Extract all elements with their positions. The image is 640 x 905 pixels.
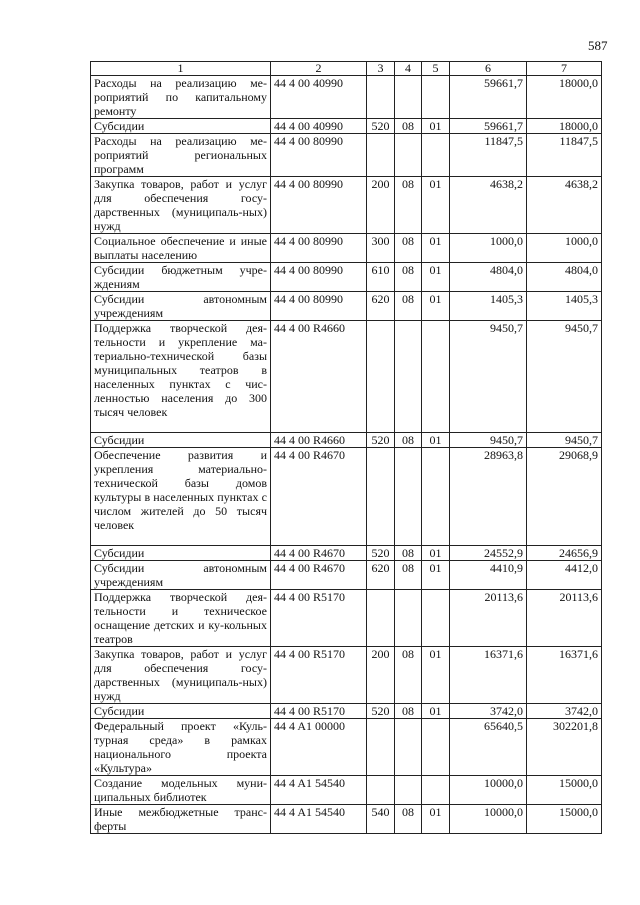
table-row [91,704,602,719]
section-code: 08 [395,805,422,834]
amount-year-2: 24656,9 [527,546,602,561]
expense-type-code: 620 [367,292,395,321]
table-row [91,321,602,433]
expense-item-name: Федеральный проект «Куль-турная среда» в рамках национального проекта «Культура» [91,719,271,776]
amount-year-1: 4804,0 [450,263,527,292]
table-row [91,433,602,448]
expense-item-name: Субсидии бюджетным учре-ждениям [91,263,271,292]
target-article-code: 44 4 00 R4670 [271,546,367,561]
expense-type-code: 610 [367,263,395,292]
subsection-code: 01 [422,263,450,292]
table-row [91,719,602,776]
subsection-code [422,448,450,546]
amount-year-2: 9450,7 [527,321,602,433]
amount-year-2: 1405,3 [527,292,602,321]
amount-year-1: 1405,3 [450,292,527,321]
amount-year-2: 15000,0 [527,776,602,805]
expense-item-name: Субсидии [91,119,271,134]
expense-type-code [367,134,395,177]
table-row [91,448,602,546]
expense-item-name: Расходы на реализацию ме-роприятий по капитальному ремонту [91,76,271,119]
table-row [91,590,602,647]
expense-item-name: Закупка товаров, работ и услуг для обеспечения госу-дарственных (муниципаль-ных) нужд [91,177,271,234]
amount-year-2: 11847,5 [527,134,602,177]
expense-type-code: 300 [367,234,395,263]
subsection-code [422,321,450,433]
column-header: 4 [395,62,422,76]
target-article-code: 44 4 00 80990 [271,234,367,263]
section-code [395,448,422,546]
target-article-code: 44 4 A1 00000 [271,719,367,776]
expense-item-name: Субсидии [91,704,271,719]
amount-year-2: 9450,7 [527,433,602,448]
target-article-code: 44 4 00 40990 [271,76,367,119]
subsection-code: 01 [422,805,450,834]
subsection-code: 01 [422,561,450,590]
amount-year-2: 3742,0 [527,704,602,719]
amount-year-1: 11847,5 [450,134,527,177]
target-article-code: 44 4 00 R4660 [271,321,367,433]
amount-year-2: 4804,0 [527,263,602,292]
column-header: 6 [450,62,527,76]
subsection-code [422,134,450,177]
amount-year-1: 9450,7 [450,321,527,433]
expense-item-name: Поддержка творческой дея-тельности и техническое оснащение детских и ку-кольных театров [91,590,271,647]
budget-table [90,61,602,834]
section-code: 08 [395,704,422,719]
expense-item-name: Субсидии [91,433,271,448]
table-row [91,76,602,119]
expense-type-code [367,321,395,433]
section-code: 08 [395,561,422,590]
target-article-code: 44 4 00 R4670 [271,561,367,590]
table-row [91,119,602,134]
expense-item-name: Иные межбюджетные транс-ферты [91,805,271,834]
column-header: 2 [271,62,367,76]
section-code: 08 [395,292,422,321]
table-row [91,263,602,292]
expense-type-code [367,590,395,647]
section-code: 08 [395,433,422,448]
section-code: 08 [395,647,422,704]
table-row [91,561,602,590]
amount-year-1: 4638,2 [450,177,527,234]
amount-year-1: 1000,0 [450,234,527,263]
table-row [91,805,602,834]
subsection-code: 01 [422,119,450,134]
expense-item-name: Субсидии автономным учреждениям [91,292,271,321]
section-code: 08 [395,234,422,263]
subsection-code: 01 [422,234,450,263]
expense-type-code: 200 [367,647,395,704]
amount-year-2: 29068,9 [527,448,602,546]
amount-year-1: 28963,8 [450,448,527,546]
section-code: 08 [395,177,422,234]
section-code: 08 [395,546,422,561]
target-article-code: 44 4 00 80990 [271,134,367,177]
subsection-code: 01 [422,292,450,321]
expense-type-code [367,76,395,119]
target-article-code: 44 4 00 80990 [271,177,367,234]
expense-type-code: 520 [367,546,395,561]
amount-year-1: 24552,9 [450,546,527,561]
table-header-row [91,62,602,76]
table-row [91,234,602,263]
amount-year-1: 59661,7 [450,76,527,119]
subsection-code [422,590,450,647]
expense-type-code: 520 [367,119,395,134]
target-article-code: 44 4 00 40990 [271,119,367,134]
table-row [91,292,602,321]
expense-type-code [367,448,395,546]
subsection-code: 01 [422,177,450,234]
subsection-code: 01 [422,647,450,704]
amount-year-1: 16371,6 [450,647,527,704]
expense-item-name: Обеспечение развития и укрепления материально-технической базы домов культуры в населенных пунктах с числом жителей до 50 тысяч человек [91,448,271,546]
subsection-code: 01 [422,546,450,561]
subsection-code: 01 [422,433,450,448]
target-article-code: 44 4 00 80990 [271,292,367,321]
amount-year-2: 15000,0 [527,805,602,834]
amount-year-2: 18000,0 [527,119,602,134]
expense-item-name: Расходы на реализацию ме-роприятий региональных программ [91,134,271,177]
section-code [395,76,422,119]
amount-year-1: 10000,0 [450,805,527,834]
table-row [91,134,602,177]
amount-year-1: 4410,9 [450,561,527,590]
expense-item-name: Закупка товаров, работ и услуг для обеспечения госу-дарственных (муниципаль-ных) нужд [91,647,271,704]
column-header: 5 [422,62,450,76]
page-number: 587 [588,38,608,53]
target-article-code: 44 4 00 R4660 [271,433,367,448]
expense-type-code: 620 [367,561,395,590]
target-article-code: 44 4 00 R5170 [271,647,367,704]
column-header: 3 [367,62,395,76]
section-code [395,590,422,647]
target-article-code: 44 4 00 R5170 [271,704,367,719]
subsection-code: 01 [422,704,450,719]
table-row [91,546,602,561]
subsection-code [422,719,450,776]
table-row [91,177,602,234]
amount-year-2: 18000,0 [527,76,602,119]
expense-type-code: 200 [367,177,395,234]
section-code [395,719,422,776]
amount-year-1: 9450,7 [450,433,527,448]
expense-item-name: Создание модельных муни-ципальных библиотек [91,776,271,805]
expense-type-code: 540 [367,805,395,834]
expense-type-code: 520 [367,433,395,448]
amount-year-2: 1000,0 [527,234,602,263]
target-article-code: 44 4 A1 54540 [271,805,367,834]
section-code [395,776,422,805]
expense-item-name: Социальное обеспечение и иные выплаты населению [91,234,271,263]
amount-year-1: 10000,0 [450,776,527,805]
expense-type-code [367,776,395,805]
section-code [395,134,422,177]
section-code: 08 [395,119,422,134]
amount-year-1: 20113,6 [450,590,527,647]
amount-year-2: 4412,0 [527,561,602,590]
amount-year-2: 4638,2 [527,177,602,234]
amount-year-1: 3742,0 [450,704,527,719]
section-code: 08 [395,263,422,292]
target-article-code: 44 4 00 80990 [271,263,367,292]
table-row [91,647,602,704]
amount-year-2: 302201,8 [527,719,602,776]
amount-year-1: 59661,7 [450,119,527,134]
target-article-code: 44 4 00 R4670 [271,448,367,546]
subsection-code [422,776,450,805]
amount-year-2: 16371,6 [527,647,602,704]
section-code [395,321,422,433]
column-header: 7 [527,62,602,76]
expense-item-name: Субсидии автономным учреждениям [91,561,271,590]
column-header: 1 [91,62,271,76]
table-row [91,776,602,805]
expense-type-code: 520 [367,704,395,719]
expense-item-name: Субсидии [91,546,271,561]
target-article-code: 44 4 A1 54540 [271,776,367,805]
subsection-code [422,76,450,119]
target-article-code: 44 4 00 R5170 [271,590,367,647]
amount-year-2: 20113,6 [527,590,602,647]
amount-year-1: 65640,5 [450,719,527,776]
expense-type-code [367,719,395,776]
expense-item-name: Поддержка творческой дея-тельности и укрепление ма-териально-технической базы муниципальных театров в населенных пунктах с чис-ленностью населения до 300 тысяч человек [91,321,271,433]
